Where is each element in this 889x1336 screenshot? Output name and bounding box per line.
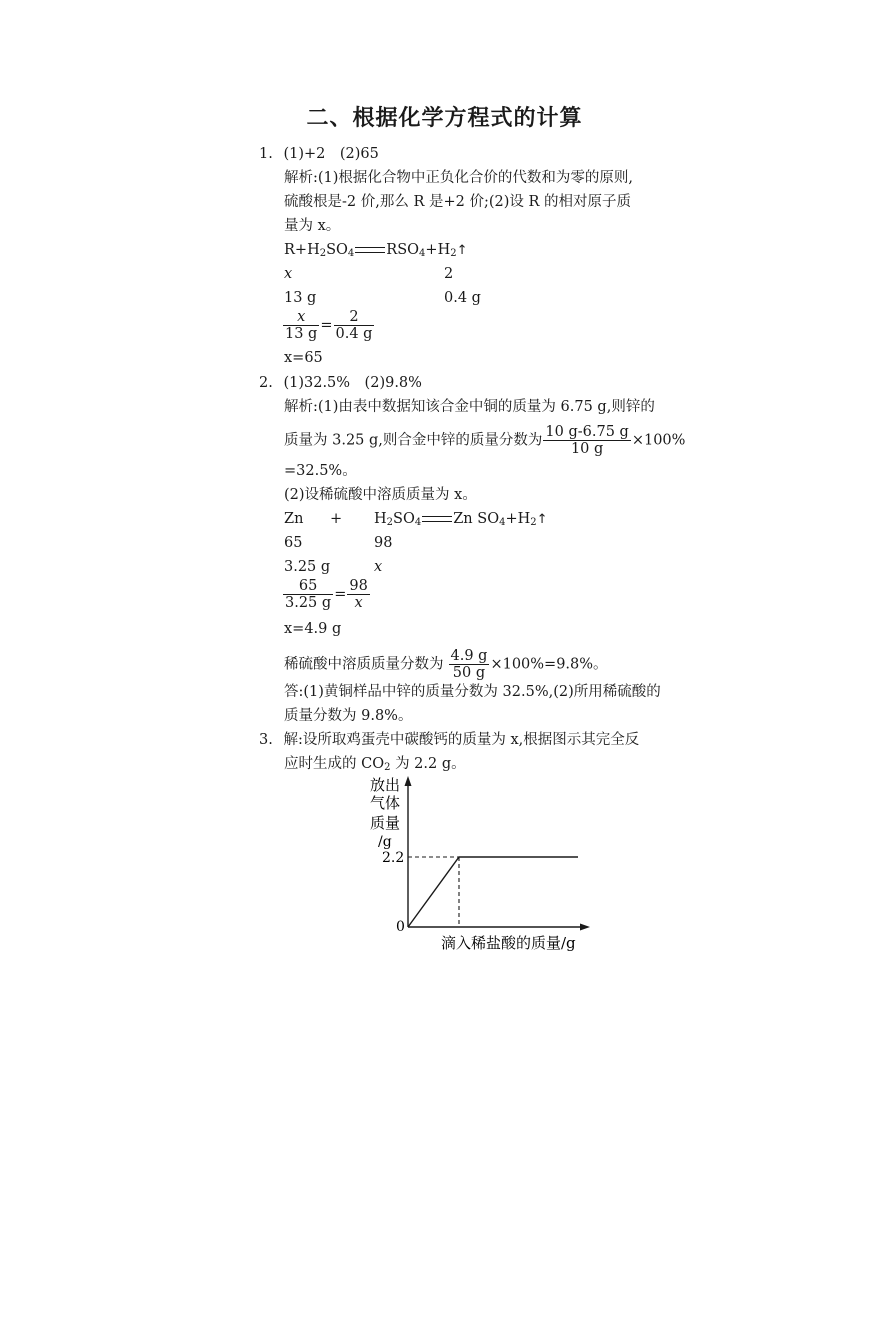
gas-arrow-icon: ↑: [536, 512, 548, 527]
question-3-line-1: 3. 解:设所取鸡蛋壳中碳酸钙的质量为 x,根据图示其完全反: [259, 732, 640, 748]
fraction: $\frac{2}{0.4 g}$: [335, 309, 373, 342]
q2-explanation-line-3: =32.5%。: [284, 463, 357, 479]
q2-explanation-line-4: (2)设稀硫酸中溶质质量为 x。: [284, 487, 477, 503]
q2-equation-rest: $H_2SO_4$ Zn $SO_4+H_2↑$: [374, 511, 548, 528]
x-axis-arrow-icon: [580, 924, 590, 931]
q1-proportion: $\frac{x}{13 g}$ = $\frac{2}{0.4 g}$: [285, 309, 373, 342]
q1-explanation-line-3: 量为 x。: [284, 218, 341, 234]
q2-explanation-line-2: 质量为 3.25 g,则合金中锌的质量分数为 $\frac{10 g-6.75 g}{10 g}$ ×100%: [284, 424, 686, 457]
question-1-answer: (1)+2 (2)65: [283, 146, 379, 162]
question-2-answer: (1)32.5% (2)9.8%: [283, 375, 422, 391]
gas-arrow-icon: ↑: [456, 243, 468, 258]
q2-row1-right: 98: [374, 535, 393, 551]
fraction: $\frac{98}{x}$: [349, 578, 368, 611]
q1-result: x=65: [284, 350, 323, 366]
data-line: [408, 857, 578, 927]
question-3-line-2: 应时生成的 $CO_2$ 为 2.2 g。: [284, 756, 466, 773]
q1-row1-right: 2: [444, 266, 454, 282]
q2-mass-fraction: 稀硫酸中溶质质量分数为 $\frac{4.9 g}{50 g}$ ×100%=9.8%。: [284, 648, 608, 681]
q2-equation-plus: +: [330, 511, 343, 527]
q2-row2-right: x: [374, 559, 383, 575]
y-axis-label-2: 气体: [370, 794, 401, 812]
q1-explanation-line-2: 硫酸根是-2 价,那么 R 是+2 价;(2)设 R 的相对原子质: [284, 194, 632, 210]
question-1-number: 1.: [259, 146, 273, 162]
fraction: $\frac{65}{3.25 g}$: [285, 578, 332, 611]
y-axis-label-3: 质量: [370, 814, 401, 832]
fraction: $\frac{10 g-6.75 g}{10 g}$: [545, 424, 629, 457]
question-3-number: 3.: [259, 732, 273, 748]
q1-row2-left: 13 g: [284, 290, 317, 306]
origin-label: 0: [396, 919, 405, 935]
q2-row1-left: 65: [284, 535, 303, 551]
q2-answer-line-1: 答:(1)黄铜样品中锌的质量分数为 32.5%,(2)所用稀硫酸的: [284, 684, 661, 700]
x-axis-label: 滴入稀盐酸的质量/g: [441, 934, 576, 952]
y-tick-label: 2.2: [382, 850, 405, 866]
question-2-number: 2.: [259, 375, 273, 391]
q2-proportion: $\frac{65}{3.25 g}$ = $\frac{98}{x}$: [285, 578, 368, 611]
q1-equation: $R+H_2SO_4$ $RSO_4+H_2↑$: [284, 242, 468, 259]
page-title: 二、根据化学方程式的计算: [306, 106, 583, 131]
q1-row1-left: x: [284, 266, 293, 282]
q2-explanation-line-1: 解析:(1)由表中数据知该合金中铜的质量为 6.75 g,则锌的: [284, 399, 655, 415]
q2-result: x=4.9 g: [284, 621, 342, 637]
q2-row2-left: 3.25 g: [284, 559, 331, 575]
y-axis-label-1: 放出: [370, 776, 401, 794]
q2-answer-line-2: 质量分数为 9.8%。: [284, 708, 413, 724]
y-axis-arrow-icon: [405, 776, 412, 786]
y-axis-label-4: /g: [378, 834, 392, 850]
q1-explanation-line-1: 解析:(1)根据化合物中正负化合价的代数和为零的原则,: [284, 170, 634, 186]
q1-row2-right: 0.4 g: [444, 290, 481, 306]
fraction: $\frac{x}{13 g}$: [285, 309, 318, 342]
fraction: $\frac{4.9 g}{50 g}$: [450, 648, 488, 681]
q2-equation-reactant-1: Zn: [284, 511, 304, 527]
